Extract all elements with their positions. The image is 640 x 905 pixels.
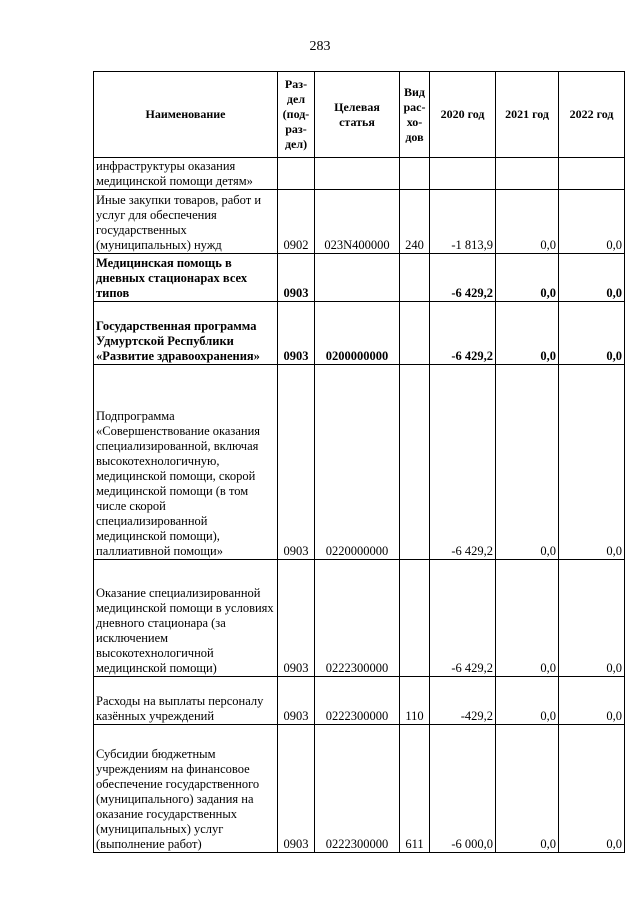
cell-y2020: -6 429,2 [430, 254, 496, 302]
cell-name: Расходы на выплаты персоналу казённых учреждений [94, 677, 278, 725]
cell-y2021: 0,0 [496, 302, 559, 365]
cell-y2021: 0,0 [496, 254, 559, 302]
cell-target: 023N400000 [315, 190, 400, 254]
budget-table [93, 71, 625, 853]
cell-y2022 [559, 158, 625, 190]
cell-y2020: -6 429,2 [430, 302, 496, 365]
cell-y2021: 0,0 [496, 560, 559, 677]
cell-target: 0220000000 [315, 365, 400, 560]
cell-target [315, 158, 400, 190]
cell-y2022: 0,0 [559, 365, 625, 560]
cell-section: 0903 [278, 725, 315, 853]
cell-y2022: 0,0 [559, 302, 625, 365]
cell-y2021: 0,0 [496, 365, 559, 560]
cell-y2022: 0,0 [559, 677, 625, 725]
cell-expense: 110 [400, 677, 430, 725]
cell-y2022: 0,0 [559, 560, 625, 677]
header-target: Целевая статья [315, 72, 400, 158]
cell-y2021: 0,0 [496, 725, 559, 853]
cell-section: 0902 [278, 190, 315, 254]
cell-target: 0222300000 [315, 725, 400, 853]
header-name: Наименование [94, 72, 278, 158]
cell-name: Государственная программа Удмуртской Республики «Развитие здравоохранения» [94, 302, 278, 365]
cell-y2020: -6 429,2 [430, 365, 496, 560]
table-row [94, 677, 625, 725]
table-row [94, 158, 625, 190]
cell-y2021: 0,0 [496, 190, 559, 254]
cell-name: инфраструктуры оказания медицинской помощи детям» [94, 158, 278, 190]
cell-section: 0903 [278, 365, 315, 560]
cell-target [315, 254, 400, 302]
cell-name: Подпрограмма «Совершенствование оказания специализированной, включая высокотехнологичную, медицинской помощи, скорой медицинской помощи (в том числе скорой специализированной медицинской помощи), паллиативной помощи» [94, 365, 278, 560]
header-2021: 2021 год [496, 72, 559, 158]
header-expense: Вид рас-хо-дов [400, 72, 430, 158]
cell-expense [400, 365, 430, 560]
cell-section: 0903 [278, 560, 315, 677]
cell-expense [400, 560, 430, 677]
cell-name: Иные закупки товаров, работ и услуг для обеспечения государственных (муниципальных) нужд [94, 190, 278, 254]
table-row [94, 365, 625, 560]
cell-expense: 240 [400, 190, 430, 254]
header-2020: 2020 год [430, 72, 496, 158]
page-number: 283 [309, 39, 331, 54]
cell-y2022: 0,0 [559, 190, 625, 254]
cell-section: 0903 [278, 302, 315, 365]
cell-y2022: 0,0 [559, 254, 625, 302]
cell-expense: 611 [400, 725, 430, 853]
cell-name: Медицинская помощь в дневных стационарах всех типов [94, 254, 278, 302]
cell-target: 0222300000 [315, 677, 400, 725]
cell-section [278, 158, 315, 190]
table-row [94, 560, 625, 677]
table-row [94, 254, 625, 302]
cell-expense [400, 158, 430, 190]
cell-y2020 [430, 158, 496, 190]
header-row [94, 72, 625, 158]
cell-section: 0903 [278, 254, 315, 302]
cell-section: 0903 [278, 677, 315, 725]
cell-y2021: 0,0 [496, 677, 559, 725]
header-section: Раз-дел (под-раз-дел) [278, 72, 315, 158]
cell-target: 0200000000 [315, 302, 400, 365]
cell-y2021 [496, 158, 559, 190]
cell-target: 0222300000 [315, 560, 400, 677]
cell-y2022: 0,0 [559, 725, 625, 853]
table-row [94, 725, 625, 853]
cell-expense [400, 302, 430, 365]
cell-name: Субсидии бюджетным учреждениям на финансовое обеспечение государственного (муниципального) задания на оказание государственных (муниципальных) услуг (выполнение работ) [94, 725, 278, 853]
header-2022: 2022 год [559, 72, 625, 158]
cell-name: Оказание специализированной медицинской помощи в условиях дневного стационара (за исключением высокотехнологичной медицинской помощи) [94, 560, 278, 677]
cell-y2020: -6 000,0 [430, 725, 496, 853]
cell-y2020: -429,2 [430, 677, 496, 725]
cell-expense [400, 254, 430, 302]
table-row [94, 302, 625, 365]
table-row [94, 190, 625, 254]
cell-y2020: -6 429,2 [430, 560, 496, 677]
cell-y2020: -1 813,9 [430, 190, 496, 254]
